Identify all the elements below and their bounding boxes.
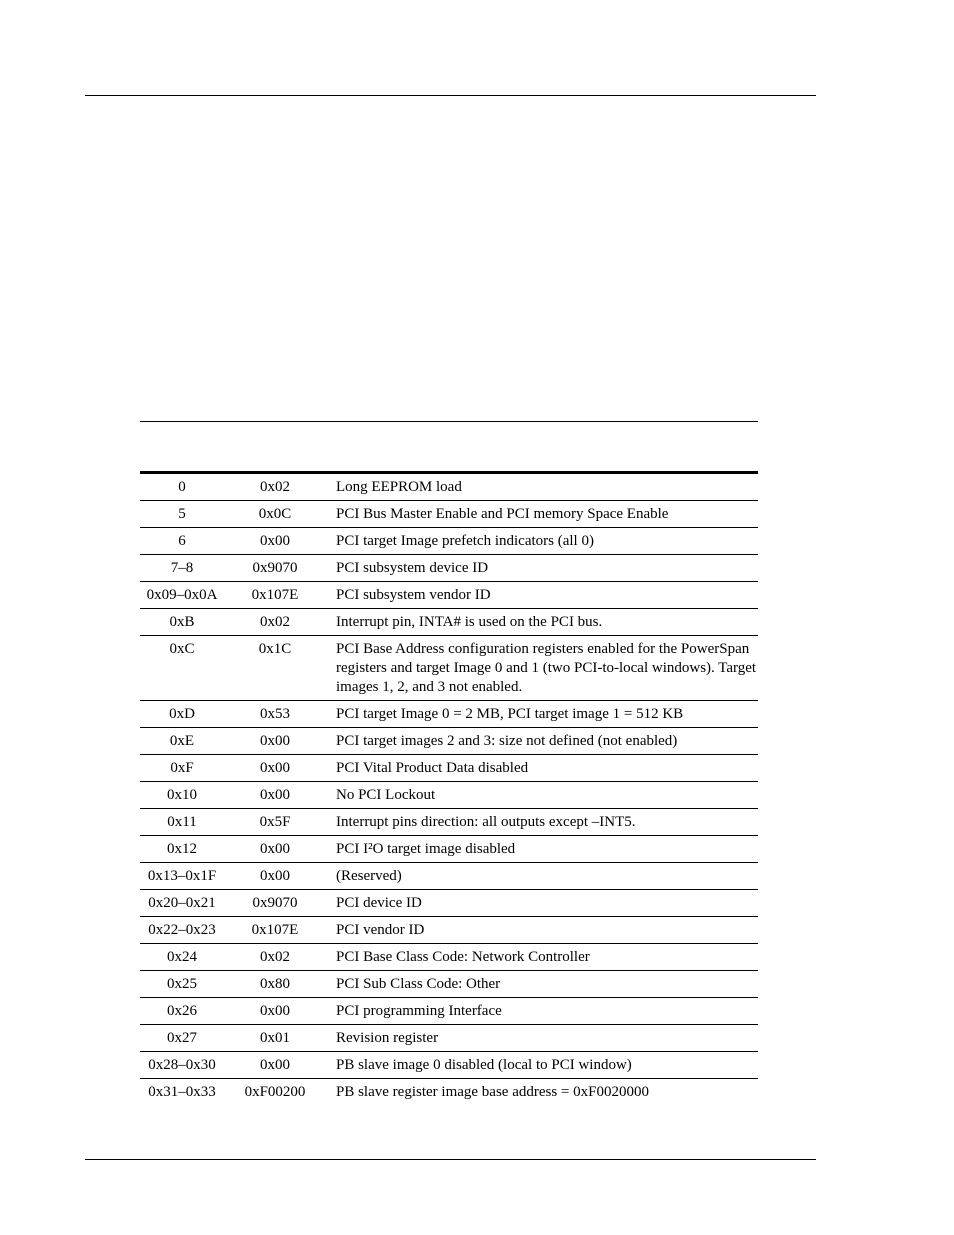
- value-cell: 0x00: [224, 528, 326, 555]
- offset-cell: 0x25: [140, 971, 224, 998]
- value-cell: 0x1C: [224, 636, 326, 701]
- offset-cell: 0x26: [140, 998, 224, 1025]
- table-row: [140, 971, 758, 998]
- offset-cell: 0xE: [140, 728, 224, 755]
- offset-cell: 0x11: [140, 809, 224, 836]
- table-row: [140, 1079, 758, 1106]
- offset-cell: 0x10: [140, 782, 224, 809]
- value-cell: 0x0C: [224, 501, 326, 528]
- value-cell: 0x00: [224, 728, 326, 755]
- value-cell: 0x53: [224, 701, 326, 728]
- value-cell: 0x107E: [224, 917, 326, 944]
- description-cell: PCI Vital Product Data disabled: [326, 755, 758, 782]
- value-cell: 0x9070: [224, 890, 326, 917]
- offset-cell: 0xD: [140, 701, 224, 728]
- description-cell: PCI target Image 0 = 2 MB, PCI target image 1 = 512 KB: [326, 701, 758, 728]
- header-rule: [85, 95, 816, 96]
- table-row: [140, 890, 758, 917]
- description-cell: PCI Sub Class Code: Other: [326, 971, 758, 998]
- offset-cell: 0x09–0x0A: [140, 582, 224, 609]
- description-cell: PCI target Image prefetch indicators (all 0): [326, 528, 758, 555]
- table-row: [140, 1052, 758, 1079]
- table-row: [140, 701, 758, 728]
- value-cell: 0x00: [224, 998, 326, 1025]
- value-cell: 0x00: [224, 782, 326, 809]
- description-cell: Interrupt pin, INTA# is used on the PCI bus.: [326, 609, 758, 636]
- description-cell: PCI device ID: [326, 890, 758, 917]
- description-cell: PCI I²O target image disabled: [326, 836, 758, 863]
- value-cell: 0x00: [224, 1052, 326, 1079]
- table-row: [140, 636, 758, 701]
- table-row: [140, 809, 758, 836]
- offset-cell: 0xC: [140, 636, 224, 701]
- description-cell: Long EEPROM load: [326, 474, 758, 501]
- offset-cell: 0xF: [140, 755, 224, 782]
- description-cell: PCI target images 2 and 3: size not defined (not enabled): [326, 728, 758, 755]
- description-cell: PB slave image 0 disabled (local to PCI window): [326, 1052, 758, 1079]
- value-cell: 0x01: [224, 1025, 326, 1052]
- offset-cell: 5: [140, 501, 224, 528]
- offset-cell: 0: [140, 474, 224, 501]
- value-cell: 0x00: [224, 863, 326, 890]
- value-cell: 0x80: [224, 971, 326, 998]
- value-cell: 0x5F: [224, 809, 326, 836]
- value-cell: 0xF00200: [244, 1084, 306, 1100]
- offset-cell: 0x22–0x23: [140, 917, 224, 944]
- table-row: [140, 836, 758, 863]
- table-row: [140, 728, 758, 755]
- table-row: [140, 609, 758, 636]
- description-cell: PCI vendor ID: [326, 917, 758, 944]
- offset-cell: 0x28–0x30: [140, 1052, 224, 1079]
- table-row: [140, 1025, 758, 1052]
- table-row: [140, 917, 758, 944]
- value-cell: 0x00: [224, 755, 326, 782]
- offset-cell: 0x12: [140, 836, 224, 863]
- offset-cell: 0x24: [140, 944, 224, 971]
- table-caption-rule: [140, 421, 758, 422]
- value-cell: 0x107E: [224, 582, 326, 609]
- description-cell: PCI Bus Master Enable and PCI memory Space Enable: [326, 501, 758, 528]
- value-cell: 0x02: [224, 474, 326, 501]
- table-body: [140, 474, 758, 1105]
- table-row: [140, 555, 758, 582]
- value-cell: 0x9070: [224, 555, 326, 582]
- offset-cell: 0xB: [140, 609, 224, 636]
- description-cell: PCI programming Interface: [326, 998, 758, 1025]
- description-cell: Revision register: [326, 1025, 758, 1052]
- description-cell: PCI Base Address configuration registers enabled for the PowerSpan registers and target Image 0 and 1 (two PCI-to-local windows). Target images 1, 2, and 3 not enabled.: [326, 636, 758, 701]
- description-cell: Interrupt pins direction: all outputs except –INT5.: [326, 809, 758, 836]
- table-row: [140, 582, 758, 609]
- offset-cell: 0x13–0x1F: [140, 863, 224, 890]
- table-row: [140, 528, 758, 555]
- table-row: [140, 755, 758, 782]
- description-cell: No PCI Lockout: [326, 782, 758, 809]
- offset-cell: 0x27: [140, 1025, 224, 1052]
- description-cell: PB slave register image base address = 0xF0020000: [336, 1084, 649, 1100]
- table-row: [140, 782, 758, 809]
- description-cell: (Reserved): [326, 863, 758, 890]
- value-cell: 0x00: [224, 836, 326, 863]
- description-cell: PCI subsystem vendor ID: [326, 582, 758, 609]
- description-cell: PCI subsystem device ID: [326, 555, 758, 582]
- offset-cell: 7–8: [140, 555, 224, 582]
- value-cell: 0x02: [224, 609, 326, 636]
- table-row: [140, 474, 758, 501]
- description-cell: PCI Base Class Code: Network Controller: [326, 944, 758, 971]
- table-row: [140, 501, 758, 528]
- offset-cell: 0x20–0x21: [140, 890, 224, 917]
- offset-cell: 0x31–0x33: [148, 1084, 216, 1100]
- footer-rule: [85, 1159, 816, 1160]
- table-row: [140, 998, 758, 1025]
- table-row: [140, 944, 758, 971]
- table-row: [140, 863, 758, 890]
- offset-cell: 6: [140, 528, 224, 555]
- eeprom-settings-table: [140, 471, 758, 1105]
- value-cell: 0x02: [224, 944, 326, 971]
